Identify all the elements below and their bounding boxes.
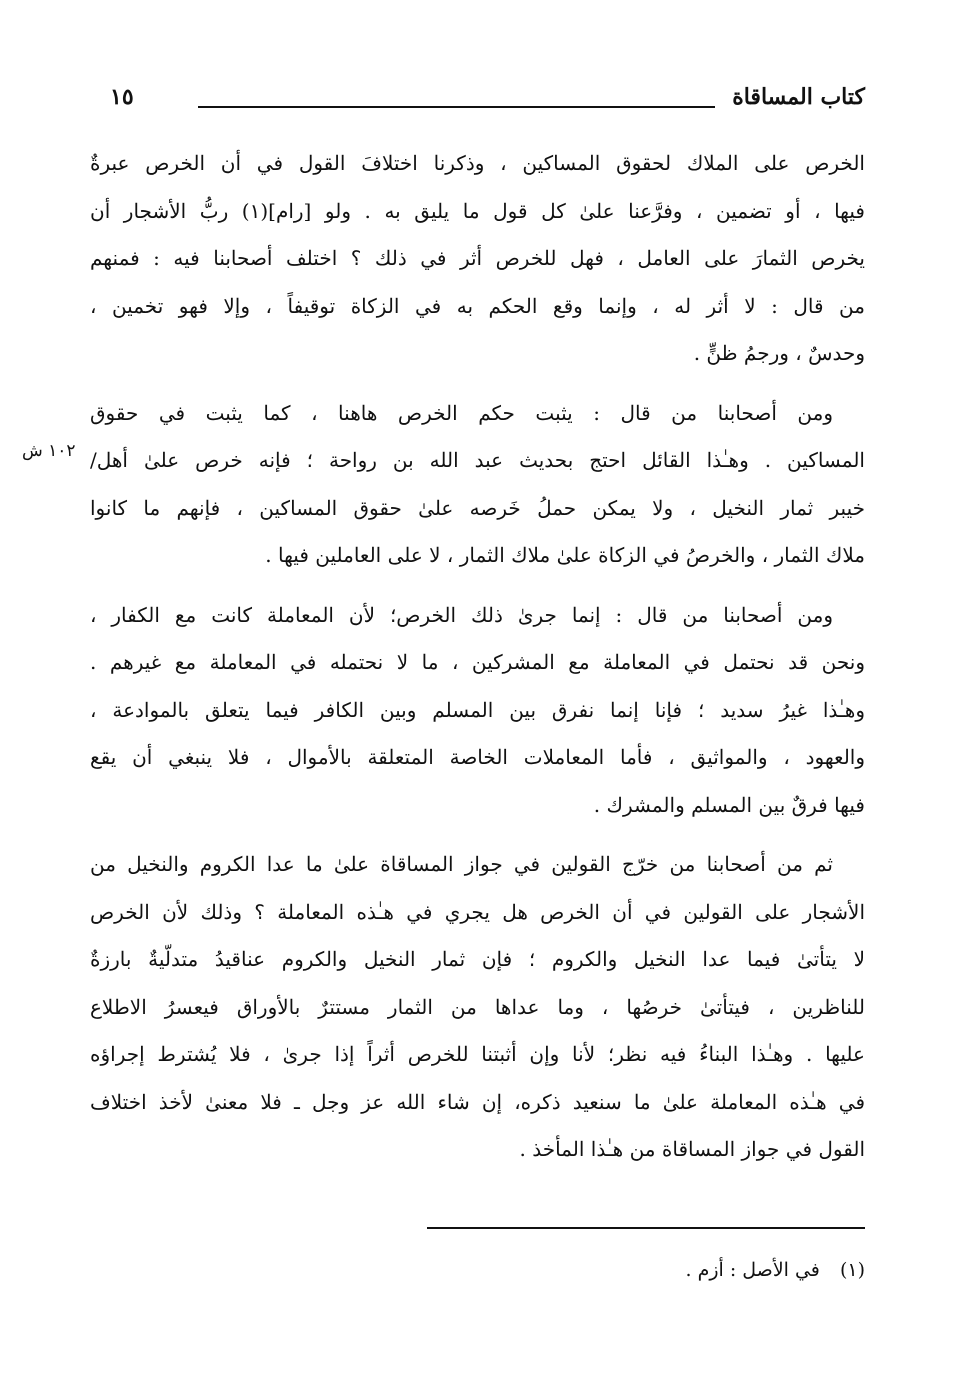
paragraph-spacer xyxy=(90,580,865,592)
page-header xyxy=(90,84,865,124)
text-line: ملاك الثمار ، والخرصُ في الزكاة علىٰ ملاك الثمار ، لا على العاملين فيها . xyxy=(265,543,865,567)
text-line: عليها . وهـٰذا البناءُ فيه نظر؛ لأنا وإن أثبتنا للخرص أثراً إذا جرىٰ ، فلا يُشترط إجراؤه xyxy=(90,1042,865,1066)
text-line: وهـٰذا غيرُ سديد ؛ فإنا إنما نفرق بين المسلم وبين الكافر فيما يتعلق بالموادعة ، xyxy=(90,697,865,722)
text-line: ومن أصحابنا من قال : يثبت حكم الخرص هاهنا ، كما يثبت في حقوق xyxy=(90,400,833,425)
text-line: القول في جواز المساقاة من هـٰذا المأخذ . xyxy=(519,1137,865,1161)
footnote-separator xyxy=(427,1227,865,1229)
paragraph-4 xyxy=(90,841,865,1174)
text-line: خيبر ثمار النخيل ، ولا يمكن حملُ خَرصه علىٰ حقوق المساكين ، فإنهم ما كانوا xyxy=(90,495,865,520)
text-line: يخرص الثمارَ على العامل ، فهل للخرص أثر في ذلك ؟ اختلف أصحابنا فيه : فمنهم xyxy=(90,246,865,270)
text-line: من قال : لا أثر له ، وإنما وقع الحكم به في الزكاة توقيفاً ، وإلا فهو تخمين ، xyxy=(90,293,865,318)
paragraph-2 xyxy=(90,390,865,580)
page-number: ١٥ xyxy=(110,84,134,110)
text-line: فيها ، أو تضمين ، وفرَّعنا علىٰ كل قول ما يليق به . ولو [رام](١) ربُّ الأشجار أن xyxy=(90,198,865,223)
text-line: لا يتأتىٰ فيما عدا النخيل والكروم ؛ فإن ثمار النخيل والكروم عناقيدُ متدلّيةٌ بارزةٌ xyxy=(90,947,865,971)
text-line: في هـٰذه المعاملة علىٰ ما سنعيد ذكره، إن شاء الله عز وجل ـ فلا معنىٰ لأخذ اختلاف xyxy=(90,1089,865,1114)
text-line: للناظرين ، فيتأتىٰ خرصُها ، وما عداها من الثمار مستترٌ بالأوراق فيعسرُ الاطلاع xyxy=(90,994,865,1019)
paragraph-spacer xyxy=(90,378,865,390)
text-line: الأشجار على القولين في أن الخرص هل يجري في هـٰذه المعاملة ؟ وذلك لأن الخرص xyxy=(90,899,865,924)
text-line: وحدسٌ ، ورجمُ ظنٍّ . xyxy=(693,341,865,365)
footnote-text: في الأصل : أزم . xyxy=(685,1259,820,1281)
body-text xyxy=(90,140,865,1174)
paragraph-spacer xyxy=(90,829,865,841)
text-line: ونحن قد نحتمل في المعاملة مع المشركين ، ما لا نحتمله في المعاملة مع غيرهم . xyxy=(90,650,865,674)
running-title: كتاب المساقاة xyxy=(732,84,865,110)
text-line: فيها فرقٌ بين المسلم والمشرك . xyxy=(593,792,865,817)
text-line: ثم من أصحابنا من خرّج القولين في جواز المساقاة علىٰ ما عدا الكروم والنخيل من xyxy=(90,852,833,876)
paragraph-1 xyxy=(90,140,865,378)
footnote xyxy=(686,1255,865,1285)
paragraph-3 xyxy=(90,592,865,830)
text-line: الخرص على الملاك لحقوق المساكين ، وذكرنا اختلافَ القول في أن الخرص عبرةٌ xyxy=(90,151,865,175)
text-line: المساكين . وهـٰذا القائل احتج بحديث عبد الله بن رواحة ؛ فإنه خرص علىٰ أهل/ xyxy=(90,448,865,472)
text-line: والعهود ، والمواثيق ، فأما المعاملات الخاصة المتعلقة بالأموال ، فلا ينبغي أن يقع xyxy=(90,745,865,769)
footnote-marker: (١) xyxy=(839,1259,865,1281)
margin-folio-note: ١٠٢ ش xyxy=(22,441,76,461)
header-rule xyxy=(198,106,715,108)
text-line: ومن أصحابنا من قال : إنما جرىٰ ذلك الخرص؛ لأن المعاملة كانت مع الكفار ، xyxy=(90,602,833,627)
